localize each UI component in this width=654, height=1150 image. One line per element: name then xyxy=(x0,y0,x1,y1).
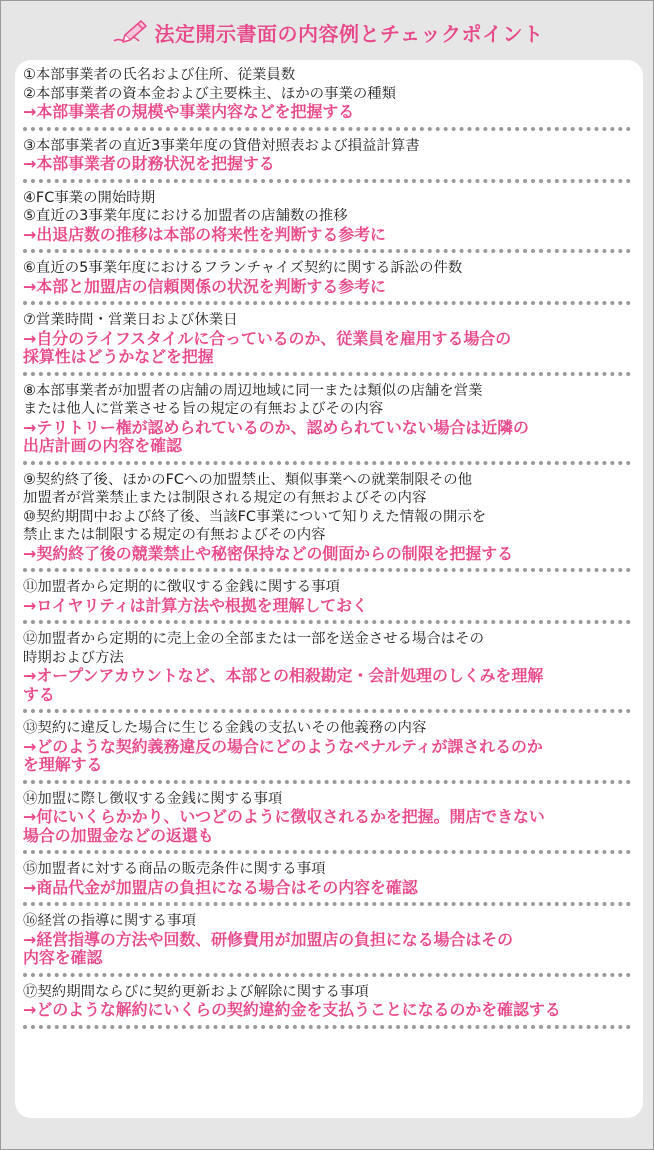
disclosure-item xyxy=(23,719,635,784)
dotted-divider xyxy=(23,461,631,465)
header xyxy=(0,14,654,50)
disclosure-item-text: ⑮加盟者に対する商品の販売条件に関する事項 xyxy=(23,861,326,877)
disclosure-item xyxy=(23,860,635,906)
check-point-text: →どのような契約義務違反の場合にどのようなペナルティが課されるのか xyxy=(23,736,543,756)
check-point-text: →何にいくらかかり、いつどのように徴収されるかを把握。開店できない xyxy=(23,807,545,826)
check-point-text: →どのような解約にいくらの契約違約金を支払うことになるのかを確認する xyxy=(23,1000,561,1019)
disclosure-item-text: ⑯経営の指導に関する事項 xyxy=(23,913,196,929)
disclosure-item-text: ⑭加盟に際し徴収する金銭に関する事項 xyxy=(23,790,283,807)
disclosure-item xyxy=(23,259,635,305)
check-point-text: →テリトリー権が認められているのか、認められていない場合は近隣の xyxy=(23,417,529,437)
disclosure-item-text: または他人に営業させる旨の規定の有無およびその内容 xyxy=(23,401,384,417)
content-card xyxy=(15,60,643,1118)
dotted-divider xyxy=(23,1025,631,1029)
disclosure-item-text: ⑬契約に違反した場合に生じる金銭の支払いその他義務の内容 xyxy=(23,720,427,736)
disclosure-item-text: ⑥直近の5事業年度におけるフランチャイズ契約に関する訴訟の件数 xyxy=(23,260,463,276)
dotted-divider xyxy=(23,620,631,624)
check-point-text: →出退店数の推移は本部の将来性を判断する参考に xyxy=(23,224,386,244)
check-point-text: →契約終了後の競業禁止や秘密保持などの側面からの制限を把握する xyxy=(23,543,514,563)
disclosure-item-text: ①本部事業者の氏名および住所、従業員数 xyxy=(23,67,296,83)
check-point-text: 内容を確認 xyxy=(23,948,103,967)
disclosure-item xyxy=(23,630,635,713)
disclosure-item-text: ⑩契約期間中および終了後、当該FC事業について知りえた情報の開示を xyxy=(23,508,487,525)
disclosure-item xyxy=(23,790,635,855)
disclosure-item xyxy=(23,912,635,977)
disclosure-item-text: ⑰契約期間ならびに契約更新および解除に関する事項 xyxy=(23,983,369,1000)
disclosure-item xyxy=(23,382,635,465)
disclosure-item xyxy=(23,471,635,573)
dotted-divider xyxy=(23,127,631,131)
check-point-text: →自分のライフスタイルに合っているのか、従業員を雇用する場合の xyxy=(23,328,512,348)
dotted-divider xyxy=(23,709,631,713)
dotted-divider xyxy=(23,902,631,906)
disclosure-item-text: ⑤直近の3事業年度における加盟者の店舗数の推移 xyxy=(23,208,348,224)
dotted-divider xyxy=(23,249,631,253)
disclosure-item-text: ③本部事業者の直近3事業年度の貸借対照表および損益計算書 xyxy=(23,137,420,154)
disclosure-item xyxy=(23,66,635,131)
disclosure-item xyxy=(23,137,635,183)
disclosure-item xyxy=(23,983,635,1029)
check-point-text: →本部事業者の財務状況を把握する xyxy=(23,154,275,173)
disclosure-item-text: ⑪加盟者から定期的に徴収する金銭に関する事項 xyxy=(23,579,340,595)
disclosure-item-text: ②本部事業者の資本金および主要株主、ほかの事業の種類 xyxy=(23,85,397,102)
disclosure-item-text: 加盟者が営業禁止または制限される規定の有無およびその内容 xyxy=(23,490,427,506)
check-point-text: →オープンアカウントなど、本部との相殺勘定・会計処理のしくみを理解 xyxy=(23,666,544,685)
check-point-text: する xyxy=(23,684,55,704)
disclosure-item xyxy=(23,311,635,376)
disclosure-item xyxy=(23,189,635,254)
check-point-text: 採算性はどうかなどを把握 xyxy=(23,347,214,366)
disclosure-item-text: ⑧本部事業者が加盟者の店舗の周辺地域に同一または類似の店舗を営業 xyxy=(23,382,483,399)
check-point-text: →経営指導の方法や回数、研修費用が加盟店の負担になる場合はその xyxy=(23,929,514,949)
dotted-divider xyxy=(23,973,631,977)
page-title: 法定開示書面の内容例とチェックポイント xyxy=(154,21,544,46)
disclosure-item-text: ⑦営業時間・営業日および休業日 xyxy=(23,312,238,328)
check-point-text: →商品代金が加盟店の負担になる場合はその内容を確認 xyxy=(23,877,418,897)
dotted-divider xyxy=(23,372,631,376)
check-point-text: 場合の加盟金などの返還も xyxy=(23,825,214,845)
check-point-text: →本部と加盟店の信頼関係の状況を判断する参考に xyxy=(23,276,386,296)
disclosure-item-text: 禁止または制限する規定の有無およびその内容 xyxy=(23,527,326,543)
dotted-divider xyxy=(23,850,631,854)
check-point-text: を理解する xyxy=(23,755,103,774)
disclosure-item xyxy=(23,578,635,624)
disclosure-list xyxy=(21,66,643,1029)
disclosure-item-text: ④FC事業の開始時期 xyxy=(23,189,156,206)
disclosure-item-text: 時期および方法 xyxy=(23,649,124,666)
dotted-divider xyxy=(23,179,631,183)
check-point-text: 出店計画の内容を確認 xyxy=(23,436,182,455)
pen-writing-icon xyxy=(111,17,151,47)
dotted-divider xyxy=(23,780,631,784)
disclosure-item-text: ⑫加盟者から定期的に売上金の全部または一部を送金させる場合はその xyxy=(23,631,484,647)
dotted-divider xyxy=(23,301,631,305)
check-point-text: →本部事業者の規模や事業内容などを把握する xyxy=(23,102,355,121)
dotted-divider xyxy=(23,568,631,572)
check-point-text: →ロイヤリティは計算方法や根拠を理解しておく xyxy=(23,595,368,615)
disclosure-item-text: ⑨契約終了後、ほかのFCへの加盟禁止、類似事業への就業制限その他 xyxy=(23,471,473,488)
